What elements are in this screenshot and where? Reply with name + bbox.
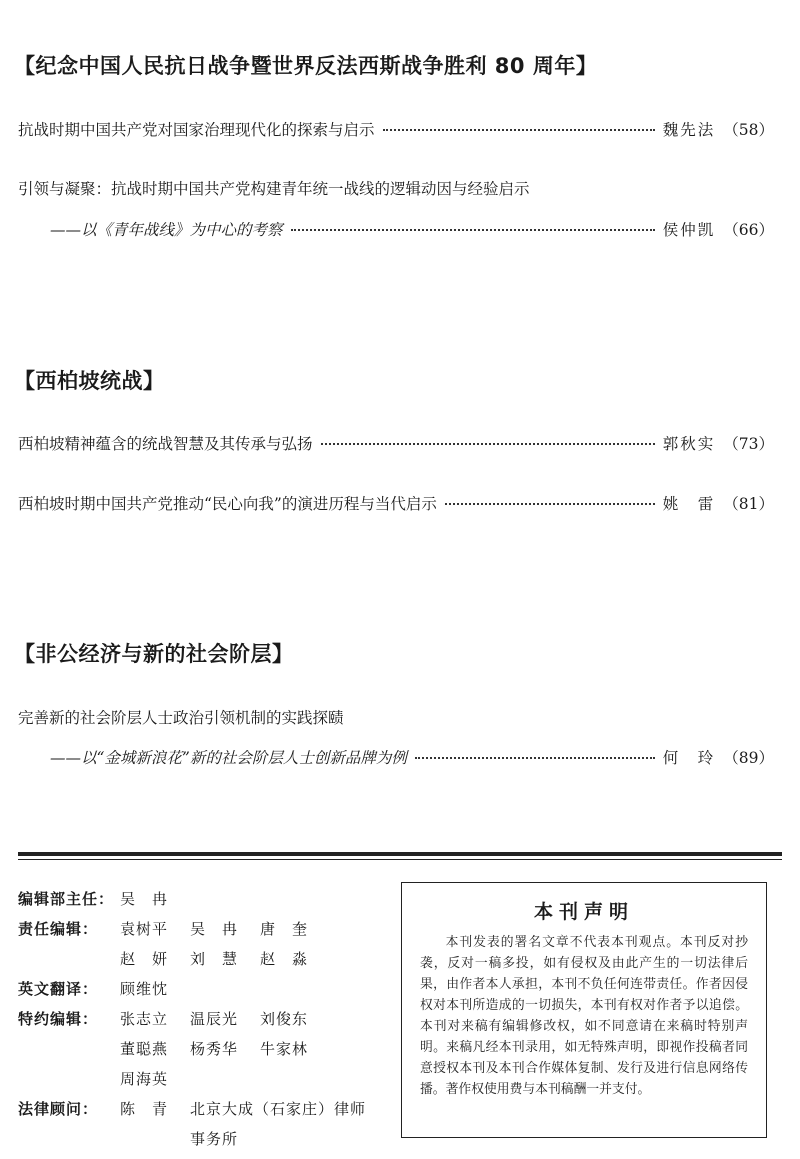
toc-leader — [321, 443, 655, 445]
staff-label: 责任编辑： — [18, 920, 99, 938]
toc-entry-page: （81） — [723, 495, 774, 513]
toc-leader — [291, 229, 655, 231]
toc-entry[interactable] — [50, 746, 774, 768]
staff-name: 陈 青 — [120, 1100, 169, 1118]
staff-name: 赵 淼 — [260, 950, 309, 968]
staff-name: 吴 冉 — [120, 890, 169, 908]
toc-entry-author: 何 玲 — [662, 749, 716, 767]
notice-title: 本刊声明 — [533, 901, 634, 923]
staff-names — [120, 974, 390, 1004]
staff-name: 杨秀华 — [190, 1040, 239, 1058]
staff-row-director — [18, 884, 390, 914]
toc-entry-title[interactable]: 完善新的社会阶层人士政治引领机制的实践探赜 — [18, 709, 344, 727]
editorial-staff — [18, 884, 390, 1154]
staff-names — [120, 1094, 390, 1154]
toc-entry-author: 魏先法 — [662, 121, 716, 139]
staff-name: 牛家林 — [260, 1040, 309, 1058]
staff-label: 特约编辑： — [18, 1010, 99, 1028]
staff-name: 刘 慧 — [190, 950, 239, 968]
staff-row-contributing-editors — [18, 1004, 390, 1094]
toc-entry[interactable] — [18, 118, 774, 140]
staff-name: 吴 冉 — [190, 920, 239, 938]
staff-label: 英文翻译： — [18, 980, 99, 998]
toc-entry-page: （58） — [723, 121, 774, 139]
toc-entry[interactable] — [18, 492, 774, 514]
staff-row-translator — [18, 974, 390, 1004]
toc-entry[interactable] — [18, 432, 774, 454]
toc-entry-title: 西柏坡精神蕴含的统战智慧及其传承与弘扬 — [18, 435, 313, 453]
toc-entry[interactable] — [50, 218, 774, 240]
staff-row-editors — [18, 914, 390, 974]
staff-name: 董聪燕 — [120, 1040, 169, 1058]
staff-names — [120, 884, 390, 914]
staff-label: 编辑部主任： — [18, 890, 115, 908]
toc-entry-page: （89） — [723, 749, 774, 767]
staff-name: 赵 妍 — [120, 950, 169, 968]
staff-name: 事务所 — [190, 1130, 239, 1148]
staff-name: 北京大成（石家庄）律师 — [190, 1100, 367, 1118]
toc-entry-subtitle: ——以《青年战线》为中心的考察 — [50, 221, 283, 239]
section-title-anti-japanese-war: 【纪念中国人民抗日战争暨世界反法西斯战争胜利 80 周年】 — [14, 54, 598, 78]
staff-row-legal-counsel — [18, 1094, 390, 1154]
staff-name: 唐 奎 — [260, 920, 309, 938]
toc-leader — [383, 129, 655, 131]
toc-entry-page: （66） — [723, 221, 774, 239]
staff-names — [120, 1004, 390, 1094]
section-title-xibaipo: 【西柏坡统战】 — [14, 369, 165, 393]
staff-names — [120, 914, 390, 974]
toc-entry-page: （73） — [723, 435, 774, 453]
divider-thin — [18, 859, 782, 860]
toc-entry-title: 西柏坡时期中国共产党推动“民心向我”的演进历程与当代启示 — [18, 495, 437, 513]
toc-entry-author: 侯仲凯 — [662, 221, 716, 239]
divider-thick — [18, 852, 782, 856]
staff-name: 温辰光 — [190, 1010, 239, 1028]
toc-entry-subtitle: ——以“金城新浪花”新的社会阶层人士创新品牌为例 — [50, 749, 407, 767]
staff-name: 顾维忱 — [120, 980, 169, 998]
toc-entry-title: 抗战时期中国共产党对国家治理现代化的探索与启示 — [18, 121, 375, 139]
staff-name: 袁树平 — [120, 920, 169, 938]
staff-name: 刘俊东 — [260, 1010, 309, 1028]
toc-entry-title[interactable]: 引领与凝聚：抗战时期中国共产党构建青年统一战线的逻辑动因与经验启示 — [18, 180, 530, 198]
toc-leader — [445, 503, 655, 505]
toc-entry-author: 姚 雷 — [662, 495, 716, 513]
staff-label: 法律顾问： — [18, 1100, 99, 1118]
section-title-non-public-economy: 【非公经济与新的社会阶层】 — [14, 642, 294, 666]
journal-notice-box — [401, 882, 767, 1138]
toc-entry-author: 郭秋实 — [662, 435, 716, 453]
toc-leader — [415, 757, 655, 759]
notice-body: 本刊发表的署名文章不代表本刊观点。本刊反对抄袭，反对一稿多投，如有侵权及由此产生的一切法律后果，由作者本人承担，本刊不负任何连带责任。作者因侵权对本刊所造成的一切损失，本刊有权对作者予以追偿。本刊对来稿有编辑修改权，如不同意请在来稿时特别声明。来稿凡经本刊录用，如无特殊声明，即视作投稿者同意授权本刊及本刊合作媒体复制、发行及进行信息网络传播。著作权使用费与本刊稿酬一并支付。 — [420, 935, 748, 1097]
staff-name: 周海英 — [120, 1070, 169, 1088]
staff-name: 张志立 — [120, 1010, 169, 1028]
